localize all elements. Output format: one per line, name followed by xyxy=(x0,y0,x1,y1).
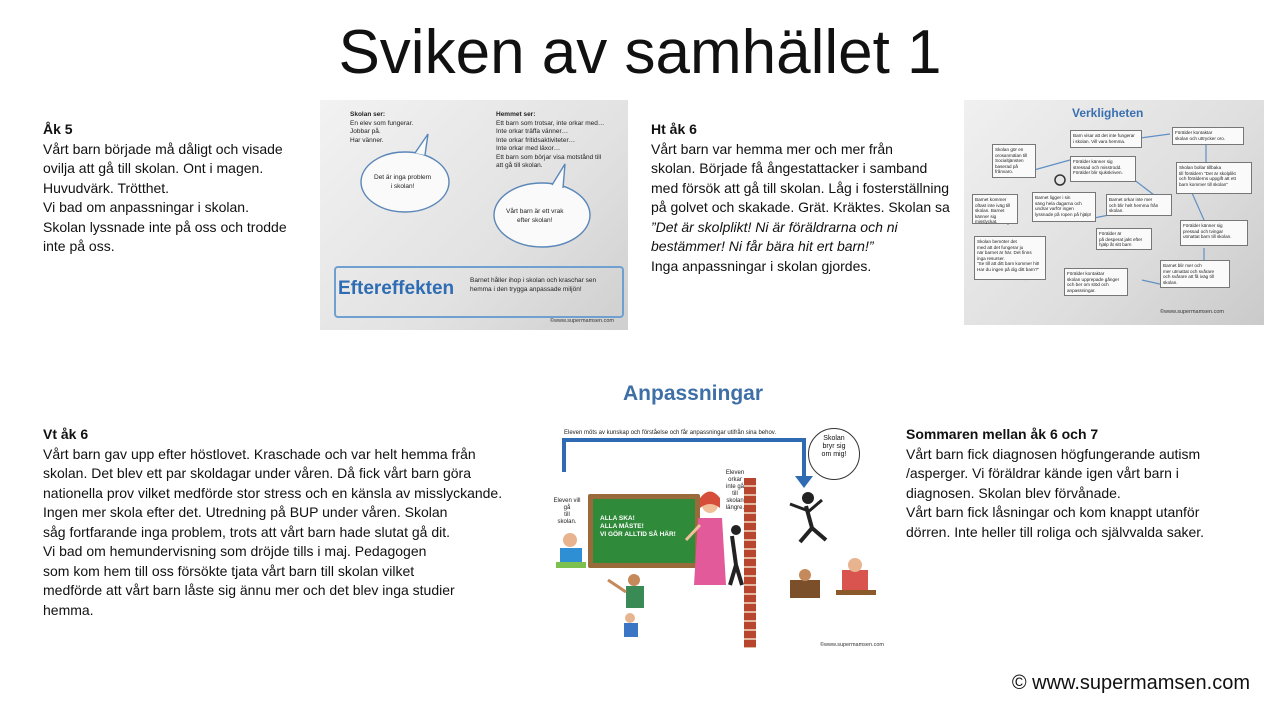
flow-box: Förälder känner sig pressad och tvingar utmattat barn till skolan. xyxy=(1180,220,1248,246)
flow-box: Förälder kontaktar skolan upprepade gånger och ber om stöd och anpassningar. xyxy=(1064,268,1128,296)
flow-box: Barn visar att det inte fungerar i skolan. Vill vara hemma. xyxy=(1070,130,1142,148)
bubble-text: Skolan bryr sig om mig! xyxy=(821,435,847,458)
anpassningar-image xyxy=(550,380,902,652)
verkligheten-image xyxy=(964,100,1264,325)
slide-title: Sviken av samhället 1 xyxy=(338,18,942,87)
anpassningar-credit: ©www.supermamsen.com xyxy=(820,642,884,648)
flow-box: Skolan gör en orosanmälan till Socialtjänsten baserad på frånvaro. xyxy=(992,144,1036,178)
section-summer xyxy=(906,425,1246,542)
eftereffekten-credit: ©www.supermamsen.com xyxy=(550,318,614,324)
bubble-right-text: Vårt barn är ett vrak efter skolan! xyxy=(506,208,564,224)
eftereffekten-banner-text: Barnet håller ihop i skolan och kraschar sen hemma i den trygga anpassade miljön! xyxy=(470,277,597,293)
flow-box: Skolan bemöter det med att det fungerar ju när barnet är här. Det finns inga resurser. "Se till att ditt barn kommer hit! Har du ingen på dig ditt barn?" xyxy=(974,236,1046,280)
section-ht6-heading: Ht åk 6 xyxy=(651,121,697,137)
section-ak5-heading: Åk 5 xyxy=(43,121,73,137)
section-summer-heading: Sommaren mellan åk 6 och 7 xyxy=(906,426,1099,442)
home-sees: Hemmet ser: Ett barn som trotsar, inte orkar med… Inte orkar träffa vänner… Inte orkar fritidsaktiviteter… Inte orkar med läxor… Ett barn som börjar visa motstånd till att gå till skolan. xyxy=(496,111,605,169)
school-sees: Skolan ser: En elev som fungerar. Jobbar på. Har vänner. xyxy=(350,111,414,144)
eftereffekten-image xyxy=(320,100,628,330)
section-ht6-quote: ”Det är skolplikt! Ni är föräldrarna och ni bestämmer! Ni får bära hit ert barn!” xyxy=(651,218,898,254)
flow-box: Förälder kontaktar skolan och uttrycker oro. xyxy=(1172,127,1244,145)
section-vt6 xyxy=(43,425,533,620)
section-vt6-heading: Vt åk 6 xyxy=(43,426,89,442)
verkligheten-title: Verkligheten xyxy=(1072,106,1144,120)
board-text: ALLA SKA! ALLA MÅSTE! VI GÖR ALLTID SÅ HÄR! xyxy=(600,515,676,538)
flow-box: Barnet blir mer och mer utmattat och svårare och svårare att få iväg till skolan. xyxy=(1160,260,1230,288)
left-label: Eleven vill gå till skolan. xyxy=(553,498,581,525)
section-ak5-text: Vårt barn började må dåligt och visade ovilja att gå till skolan. Ont i magen. Huvudvärk. Trötthet. Vi bad om anpassningar i skolan. Skolan lyssnade inte på oss och trodde inte på oss. xyxy=(43,140,287,254)
flow-box: Barnet ligger i sin säng hela dagarna och undrar varför ingen lyssnade på ropen på hjälp! xyxy=(1032,192,1096,222)
section-ak5 xyxy=(43,120,313,257)
section-ht6-text: Vårt barn var hemma mer och mer från skolan. Började få ångestattacker i samband med försök att gå till skolan. Låg i fosterställning på golvet och skakade. Grät. Kräktes. Skolan sa xyxy=(651,140,950,215)
copyright: © www.supermamsen.com xyxy=(1011,672,1250,694)
anpassningar-title: Anpassningar xyxy=(623,382,764,405)
right-label: Eleven orkar inte gå till skolan längre. xyxy=(725,470,745,511)
bubble-left-text: Det är inga problem i skolan! xyxy=(374,174,432,190)
flow-box: Skolan bollar tillbaka till föräldern "Det är skolplikt och förälderns uppgift att ett barn kommer till skolan" xyxy=(1176,162,1252,194)
eftereffekten-title: Eftereffekten xyxy=(338,278,455,299)
verkligheten-credit: ©www.supermamsen.com xyxy=(1160,309,1224,315)
section-vt6-text: Vårt barn gav upp efter höstlovet. Kraschade och var helt hemma från skolan. Det blev ett par skoldagar under våren. Då fick vårt barn göra nationella prov vilket medförde stor stress och en känsla av misslyckande. Ingen mer skola efter det. Utredning på BUP under våren. Skolan såg fortfarande inga problem, trots att vårt barn hade slutat gå dit. Vi bad om hemundervisning som dröjde tills i maj. Pedagogen som kom hem till oss försökte tjata vårt barn till skolan vilket medförde att vårt barn låste sig ännu mer och det blev inga studier hemma. xyxy=(43,445,503,618)
flow-box: Förälder är på desperat jakt efter hjälp åt sitt barn xyxy=(1096,228,1152,250)
section-ht6-text-after: Inga anpassningar i skolan gjordes. xyxy=(651,257,872,274)
section-summer-text: Vårt barn fick diagnosen högfungerande autism /asperger. Vi föräldrar kände igen vårt barn i diagnosen. Skolan blev förvånade. Vårt barn fick låsningar och kom knappt utanför dörren. Inte heller till roliga och självvalda saker. xyxy=(906,445,1205,540)
anpassningar-top-text: Eleven möts av kunskap och förståelse och får anpassningar utifrån sina behov. xyxy=(564,430,777,436)
flow-box: Förälder känner sig stressad och misstrodd. Förälder blir sjukskriven. xyxy=(1070,156,1136,182)
flow-box: Barnet orkar inte mer och blir helt hemma från skolan. xyxy=(1106,194,1172,216)
figures-graphic xyxy=(550,380,902,652)
section-ht6 xyxy=(651,120,961,276)
flow-box: Barnet kommer oftast inte iväg till skolan. Barnet känner sig misslyckat. xyxy=(972,194,1018,224)
